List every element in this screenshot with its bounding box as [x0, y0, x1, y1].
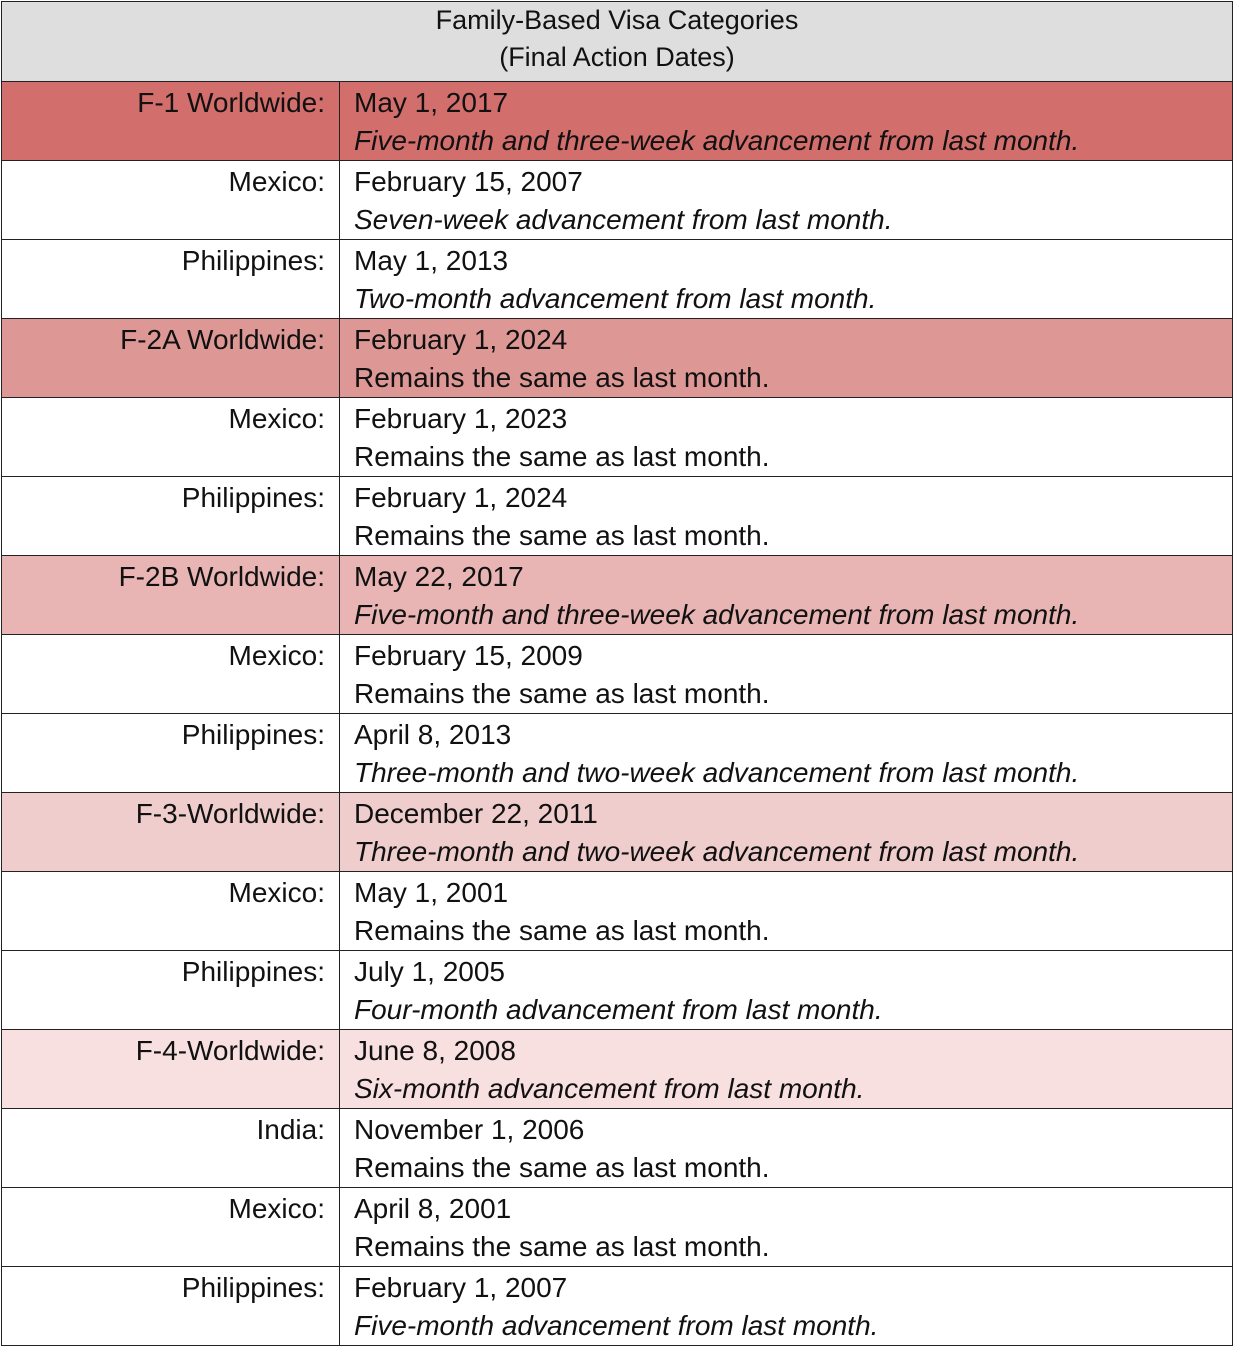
change-note: Remains the same as last month.: [354, 1152, 770, 1183]
category-label: F-3-Worldwide:: [2, 793, 340, 872]
table-row: [2, 398, 1233, 477]
table-row: [2, 161, 1233, 240]
category-label: Mexico:: [2, 872, 340, 951]
category-label: F-2B Worldwide:: [2, 556, 340, 635]
change-note: Six-month advancement from last month.: [354, 1073, 865, 1104]
category-value: [340, 319, 1233, 398]
category-label: Mexico:: [2, 161, 340, 240]
table-row: [2, 240, 1233, 319]
final-action-date: February 1, 2024: [354, 482, 568, 513]
category-value: [340, 872, 1233, 951]
category-label: Philippines:: [2, 477, 340, 556]
table-row: [2, 714, 1233, 793]
final-action-date: May 1, 2013: [354, 245, 509, 276]
table-row: [2, 1030, 1233, 1109]
change-note: Seven-week advancement from last month.: [354, 204, 893, 235]
category-value: [340, 951, 1233, 1030]
table-title: Family-Based Visa Categories: [435, 5, 799, 35]
change-note: Five-month and three-week advancement from last month.: [354, 599, 1080, 630]
change-note: Three-month and two-week advancement from last month.: [354, 757, 1080, 788]
final-action-date: February 15, 2009: [354, 640, 583, 671]
table-subtitle: (Final Action Dates): [499, 42, 735, 72]
change-note: Five-month advancement from last month.: [354, 1310, 879, 1341]
final-action-date: February 1, 2007: [354, 1272, 568, 1303]
category-value: [340, 1109, 1233, 1188]
category-value: [340, 398, 1233, 477]
category-value: [340, 1267, 1233, 1346]
category-value: [340, 240, 1233, 319]
category-label: Philippines:: [2, 951, 340, 1030]
final-action-date: April 8, 2001: [354, 1193, 512, 1224]
change-note: Three-month and two-week advancement from last month.: [354, 836, 1080, 867]
category-label: F-4-Worldwide:: [2, 1030, 340, 1109]
final-action-date: November 1, 2006: [354, 1114, 585, 1145]
category-label: F-2A Worldwide:: [2, 319, 340, 398]
table-row: [2, 1188, 1233, 1267]
table-row: [2, 477, 1233, 556]
change-note: Remains the same as last month.: [354, 520, 770, 551]
table-row: [2, 319, 1233, 398]
table-body: [2, 82, 1233, 1346]
table-row: [2, 1267, 1233, 1346]
change-note: Remains the same as last month.: [354, 678, 770, 709]
final-action-date: February 1, 2023: [354, 403, 568, 434]
category-label: Mexico:: [2, 398, 340, 477]
category-label: Mexico:: [2, 635, 340, 714]
visa-bulletin-table: [1, 1, 1233, 1346]
category-value: [340, 635, 1233, 714]
table-row: [2, 872, 1233, 951]
category-label: India:: [2, 1109, 340, 1188]
change-note: Remains the same as last month.: [354, 441, 770, 472]
final-action-date: May 22, 2017: [354, 561, 524, 592]
table-header-row: [2, 2, 1233, 82]
final-action-date: May 1, 2001: [354, 877, 509, 908]
change-note: Remains the same as last month.: [354, 915, 770, 946]
final-action-date: December 22, 2011: [354, 798, 598, 829]
category-label: F-1 Worldwide:: [2, 82, 340, 161]
final-action-date: February 1, 2024: [354, 324, 568, 355]
category-value: [340, 1188, 1233, 1267]
table-row: [2, 951, 1233, 1030]
category-label: Mexico:: [2, 1188, 340, 1267]
final-action-date: July 1, 2005: [354, 956, 505, 987]
change-note: Four-month advancement from last month.: [354, 994, 883, 1025]
change-note: Five-month and three-week advancement from last month.: [354, 125, 1080, 156]
category-value: [340, 477, 1233, 556]
category-label: Philippines:: [2, 1267, 340, 1346]
change-note: Two-month advancement from last month.: [354, 283, 877, 314]
category-value: [340, 793, 1233, 872]
category-value: [340, 556, 1233, 635]
change-note: Remains the same as last month.: [354, 362, 770, 393]
final-action-date: May 1, 2017: [354, 87, 509, 118]
table-row: [2, 793, 1233, 872]
final-action-date: February 15, 2007: [354, 166, 583, 197]
change-note: Remains the same as last month.: [354, 1231, 770, 1262]
category-label: Philippines:: [2, 240, 340, 319]
final-action-date: April 8, 2013: [354, 719, 512, 750]
category-label: Philippines:: [2, 714, 340, 793]
category-value: [340, 161, 1233, 240]
final-action-date: June 8, 2008: [354, 1035, 516, 1066]
category-value: [340, 1030, 1233, 1109]
table-row: [2, 635, 1233, 714]
table-row: [2, 556, 1233, 635]
table-row: [2, 82, 1233, 161]
table-header: [2, 2, 1233, 82]
table-row: [2, 1109, 1233, 1188]
category-value: [340, 82, 1233, 161]
category-value: [340, 714, 1233, 793]
